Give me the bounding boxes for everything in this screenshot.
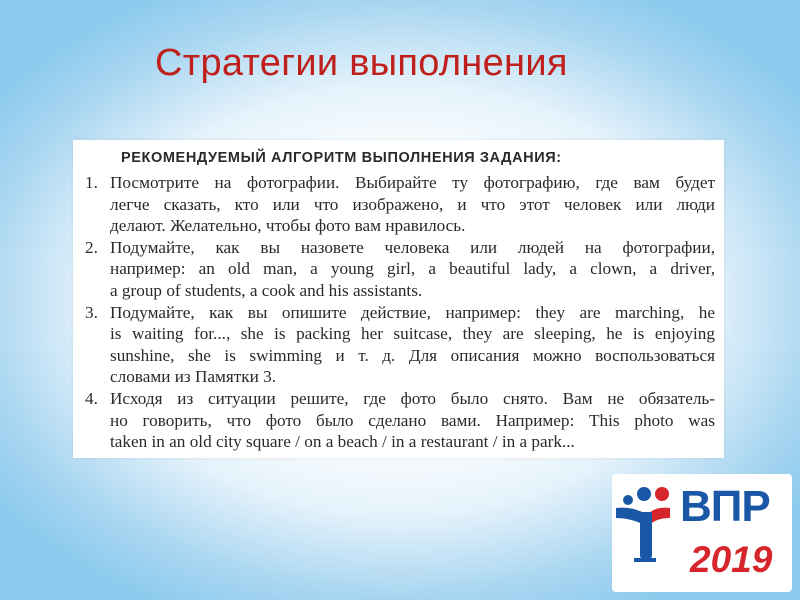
list-item-number: 4. xyxy=(85,388,98,408)
list-item-line: sunshine, she is swimming и т. д. Для описания можно воспользоваться xyxy=(110,345,715,365)
list-item-line: a group of students, a cook and his assistants. xyxy=(110,280,423,300)
list-item-line: словами из Памятки 3. xyxy=(110,367,277,387)
list-item-line: taken in an old city square / on a beach / in a restaurant / in a park... xyxy=(110,432,575,452)
slide-title: Стратегии выполнения xyxy=(155,42,568,84)
algorithm-textbox xyxy=(73,140,724,458)
algorithm-list xyxy=(85,172,715,453)
list-item xyxy=(85,172,715,237)
cropped-edge xyxy=(73,452,724,458)
list-item-number: 2. xyxy=(85,237,98,257)
list-item-line: Подумайте, как вы назовете человека или людей на фотографии, xyxy=(110,237,715,257)
list-item-line: Подумайте, как вы опишите действие, например: they are marching, he xyxy=(110,302,715,322)
list-item-line: Посмотрите на фотографии. Выбирайте ту фотографию, где вам будет xyxy=(110,173,715,192)
logo-brand: ВПР xyxy=(680,482,770,531)
logo-year: 2019 xyxy=(690,539,773,580)
list-item-line: например: an old man, a young girl, a beautiful lady, a clown, a driver, xyxy=(110,259,715,279)
list-item-line: is waiting for..., she is packing her suitcase, they are sleeping, he is enjoying xyxy=(110,324,715,344)
algorithm-heading: РЕКОМЕНДУЕМЫЙ АЛГОРИТМ ВЫПОЛНЕНИЯ ЗАДАНИЯ: xyxy=(121,150,562,166)
list-item-line: но говорить, что фото было сделано вами. Например: This photo was xyxy=(110,410,715,430)
list-item xyxy=(85,388,715,453)
vpr-logo xyxy=(612,474,792,592)
list-item-number: 3. xyxy=(85,302,98,322)
list-item xyxy=(85,302,715,388)
list-item-line: легче сказать, кто или что изображено, и что этот человек или люди xyxy=(110,194,715,214)
list-item-line: Исходя из ситуации решите, где фото было снято. Вам не обязатель- xyxy=(110,388,715,408)
list-item-line: делают. Желательно, чтобы фото вам нравилось. xyxy=(110,216,466,236)
list-item-number: 1. xyxy=(85,173,98,192)
list-item xyxy=(85,237,715,302)
